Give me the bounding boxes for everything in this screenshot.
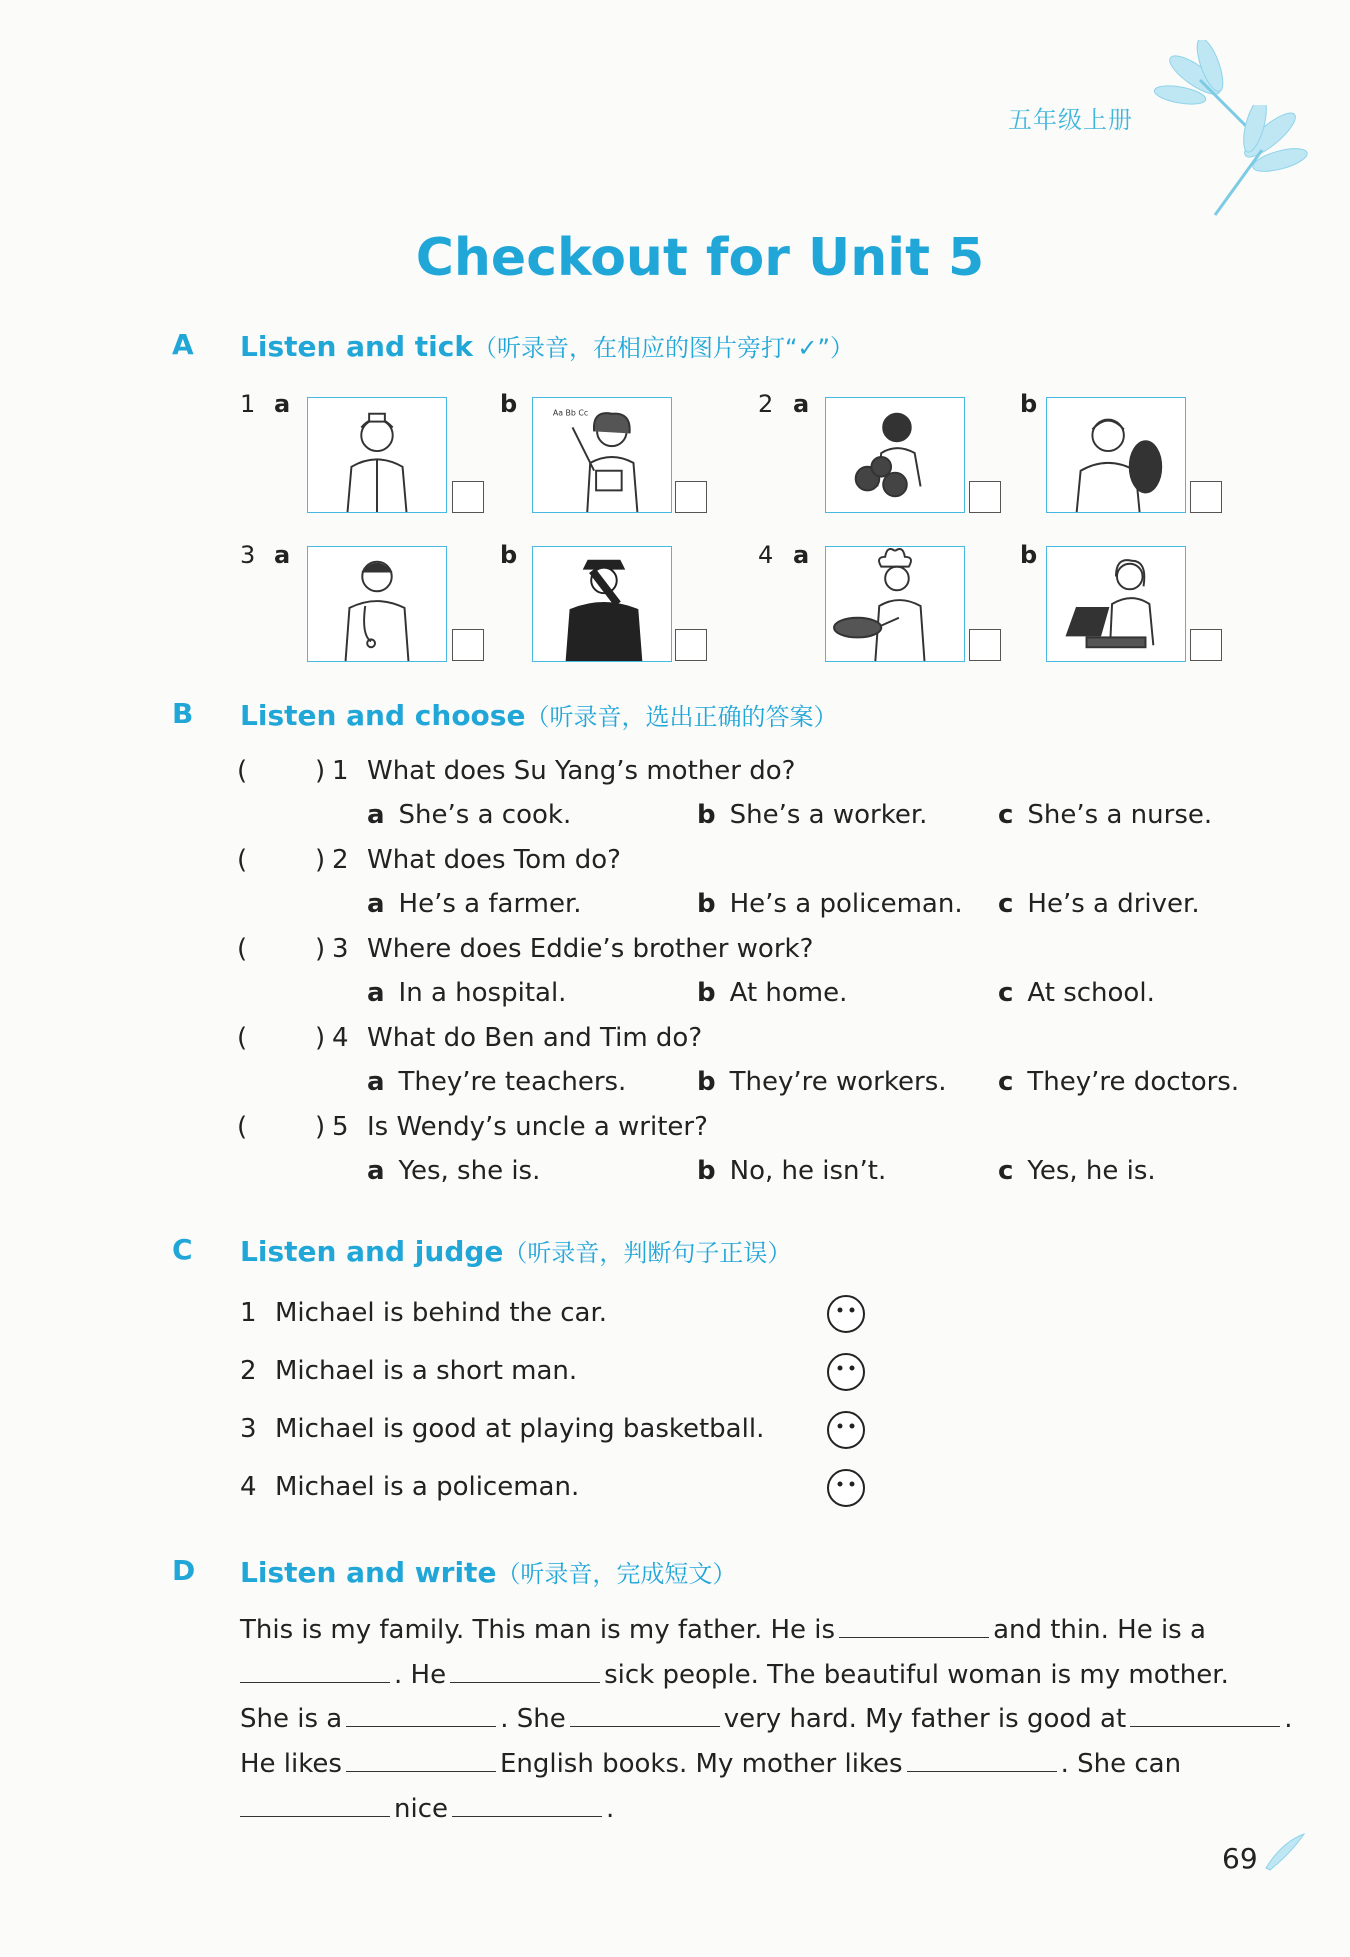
section-c-title: Listen and judge（听录音，判断句子正误）: [240, 1235, 792, 1268]
section-d-letter: D: [172, 1554, 196, 1587]
blank-field[interactable]: [346, 1701, 496, 1727]
answer-paren-open: (: [237, 1112, 248, 1142]
option-letter: a: [274, 390, 291, 418]
passage-line: She is a . She very hard. My father is good at .: [240, 1699, 1292, 1739]
tick-box[interactable]: [452, 629, 484, 661]
judge-statement: Michael is a short man.: [275, 1356, 578, 1386]
blank-field[interactable]: [1130, 1701, 1280, 1727]
blank-field[interactable]: [452, 1791, 602, 1817]
question-number: 3: [332, 934, 349, 964]
judge-number: 3: [240, 1414, 257, 1444]
answer-paren-close: ): [315, 934, 326, 964]
option-b: b He’s a policeman.: [697, 889, 963, 919]
passage-line: This is my family. This man is my father. He is and thin. He is a: [240, 1610, 1206, 1650]
section-b-title: Listen and choose（听录音，选出正确的答案）: [240, 699, 838, 732]
option-c: c She’s a nurse.: [998, 800, 1213, 830]
tick-box[interactable]: [1190, 481, 1222, 513]
option-letter: b: [1020, 541, 1038, 569]
dragonfly-icon: [1200, 105, 1310, 220]
option-a: a Yes, she is.: [367, 1156, 541, 1186]
question-number: 1: [332, 756, 349, 786]
cook-icon: [825, 546, 965, 662]
judge-number: 4: [240, 1472, 257, 1502]
option-b: b No, he isn’t.: [697, 1156, 887, 1186]
answer-paren-close: ): [315, 756, 326, 786]
answer-paren-open: (: [237, 934, 248, 964]
option-c: c He’s a driver.: [998, 889, 1200, 919]
writer-icon: [1046, 546, 1186, 662]
blank-field[interactable]: [346, 1746, 496, 1772]
blank-field[interactable]: [907, 1746, 1057, 1772]
page-number: 69: [1222, 1842, 1258, 1875]
option-letter: a: [793, 390, 810, 418]
passage-line: He likes English books. My mother likes . She can: [240, 1744, 1181, 1784]
question-text: What does Su Yang’s mother do?: [367, 756, 796, 786]
option-letter: b: [500, 390, 518, 418]
passage-line: . He sick people. The beautiful woman is my mother.: [240, 1655, 1229, 1695]
section-b-letter: B: [172, 697, 194, 730]
section-c-letter: C: [172, 1233, 193, 1266]
judge-number: 1: [240, 1298, 257, 1328]
option-letter: a: [793, 541, 810, 569]
leaf-icon: [1262, 1832, 1306, 1872]
blank-field[interactable]: [240, 1791, 390, 1817]
tick-box[interactable]: [969, 481, 1001, 513]
question-text: Where does Eddie’s brother work?: [367, 934, 814, 964]
item-number: 3: [240, 541, 256, 569]
answer-paren-close: ): [315, 1023, 326, 1053]
svg-text:Aa Bb Cc: Aa Bb Cc: [552, 408, 589, 418]
option-letter: b: [1020, 390, 1038, 418]
judge-statement: Michael is a policeman.: [275, 1472, 580, 1502]
answer-paren-close: ): [315, 1112, 326, 1142]
smiley-face-icon[interactable]: [826, 1352, 866, 1392]
section-a-letter: A: [172, 328, 194, 361]
blank-field[interactable]: [839, 1612, 989, 1638]
option-c: c They’re doctors.: [998, 1067, 1240, 1097]
tick-box[interactable]: [675, 481, 707, 513]
nurse-icon: [307, 397, 447, 513]
grade-label: 五年级上册: [1008, 106, 1133, 134]
judge-number: 2: [240, 1356, 257, 1386]
blank-field[interactable]: [450, 1657, 600, 1683]
question-text: What do Ben and Tim do?: [367, 1023, 703, 1053]
option-b: b They’re workers.: [697, 1067, 947, 1097]
smiley-face-icon[interactable]: [826, 1294, 866, 1334]
blank-field[interactable]: [570, 1701, 720, 1727]
section-a-title: Listen and tick（听录音，在相应的图片旁打“✓”）: [240, 330, 854, 363]
passage-line: nice .: [240, 1789, 614, 1829]
farmer-icon: [1046, 397, 1186, 513]
smiley-face-icon[interactable]: [826, 1468, 866, 1508]
answer-paren-open: (: [237, 845, 248, 875]
item-number: 4: [758, 541, 774, 569]
blank-field[interactable]: [240, 1657, 390, 1683]
judge-statement: Michael is good at playing basketball.: [275, 1414, 765, 1444]
option-a: a They’re teachers.: [367, 1067, 627, 1097]
policeman-icon: [532, 546, 672, 662]
question-number: 2: [332, 845, 349, 875]
option-b: b She’s a worker.: [697, 800, 928, 830]
question-number: 4: [332, 1023, 349, 1053]
option-letter: b: [500, 541, 518, 569]
tick-box[interactable]: [452, 481, 484, 513]
answer-paren-open: (: [237, 1023, 248, 1053]
question-number: 5: [332, 1112, 349, 1142]
doctor-icon: [307, 546, 447, 662]
page-title: Checkout for Unit 5: [415, 228, 985, 288]
option-c: c Yes, he is.: [998, 1156, 1156, 1186]
item-number: 2: [758, 390, 774, 418]
option-a: a She’s a cook.: [367, 800, 572, 830]
answer-paren-open: (: [237, 756, 248, 786]
option-b: b At home.: [697, 978, 848, 1008]
question-text: What does Tom do?: [367, 845, 621, 875]
option-letter: a: [274, 541, 291, 569]
answer-paren-close: ): [315, 845, 326, 875]
judge-statement: Michael is behind the car.: [275, 1298, 608, 1328]
tick-box[interactable]: [969, 629, 1001, 661]
option-a: a He’s a farmer.: [367, 889, 582, 919]
tick-box[interactable]: [1190, 629, 1222, 661]
smiley-face-icon[interactable]: [826, 1410, 866, 1450]
teacher-icon: [532, 397, 672, 513]
section-d-title: Listen and write（听录音，完成短文）: [240, 1556, 737, 1589]
option-c: c At school.: [998, 978, 1155, 1008]
man-with-toys-icon: [825, 397, 965, 513]
question-text: Is Wendy’s uncle a writer?: [367, 1112, 708, 1142]
item-number: 1: [240, 390, 256, 418]
option-a: a In a hospital.: [367, 978, 567, 1008]
tick-box[interactable]: [675, 629, 707, 661]
